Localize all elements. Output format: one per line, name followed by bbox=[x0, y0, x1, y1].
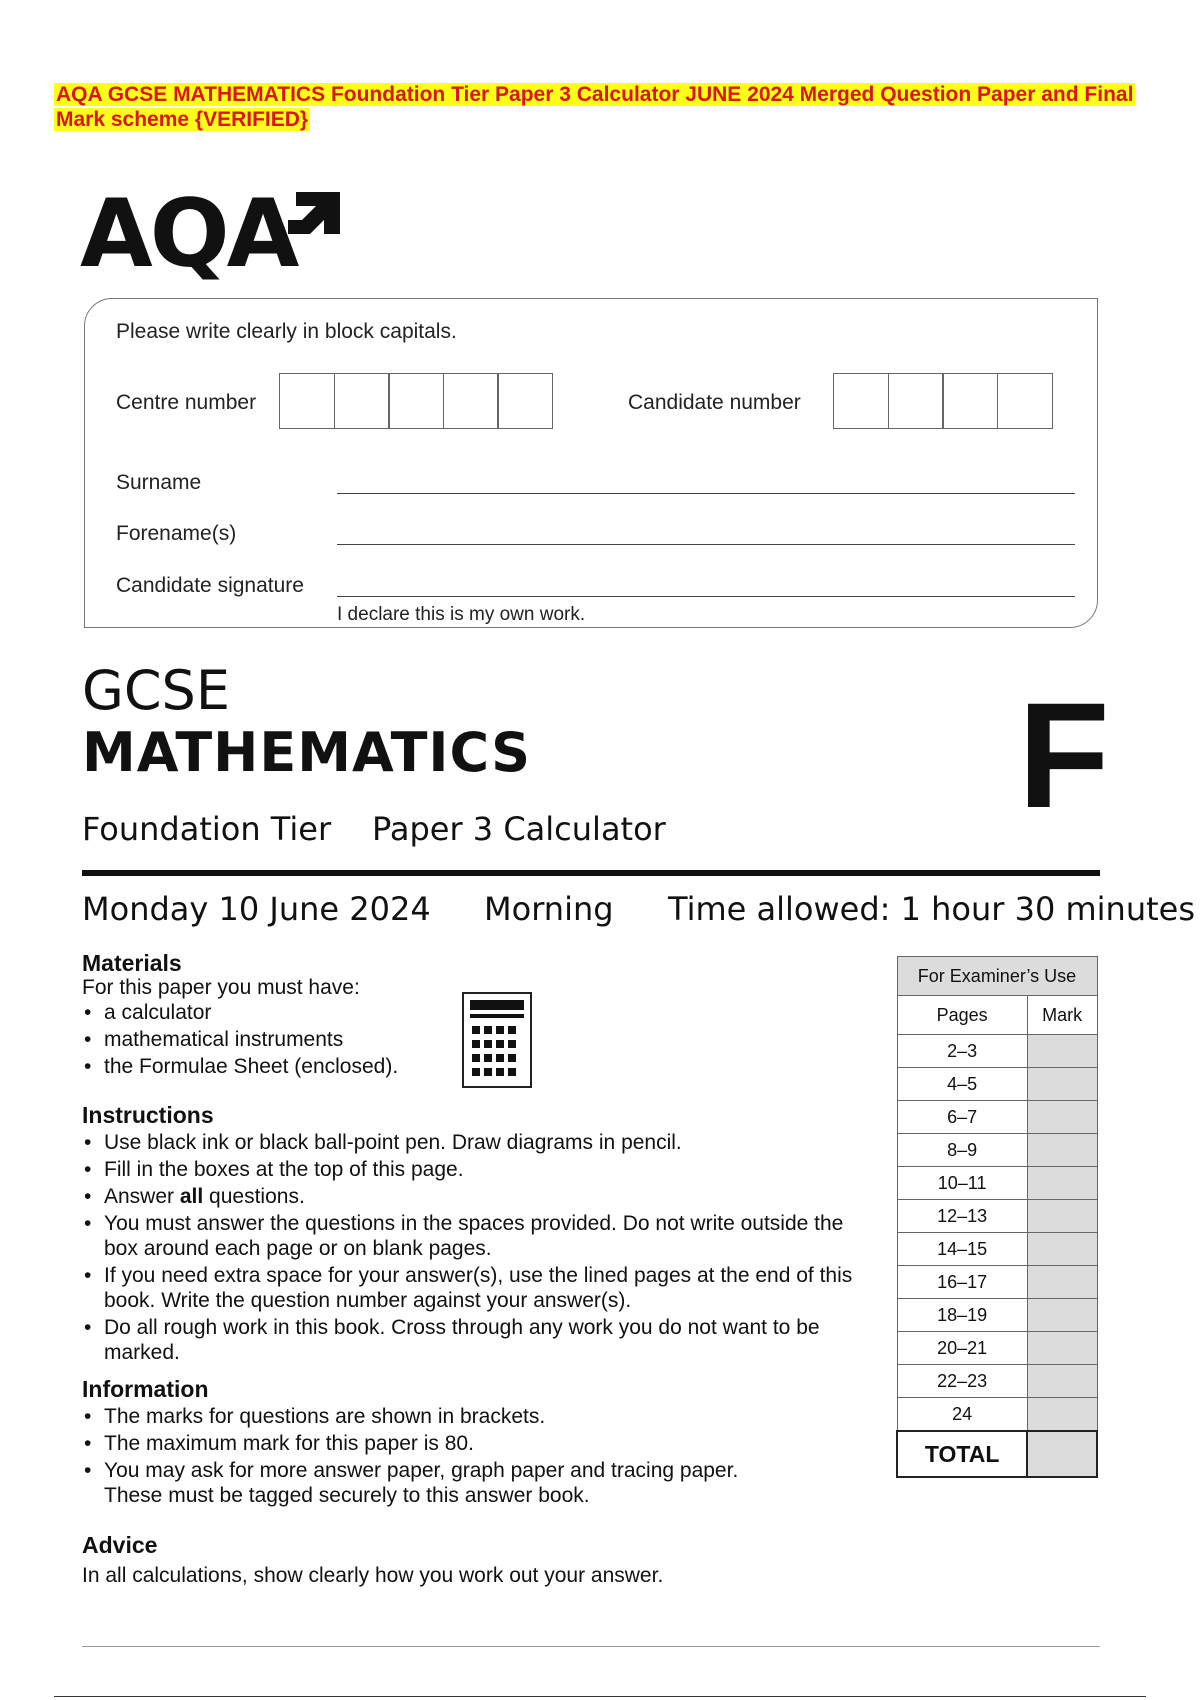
document-title-banner: AQA GCSE MATHEMATICS Foundation Tier Paper 3 Calculator JUNE 2024 Merged Question Paper and Final Mark scheme {VERIFIED} bbox=[56, 83, 1134, 131]
candidate-digit-box[interactable] bbox=[833, 373, 889, 429]
list-item: • Answer all questions. bbox=[82, 1184, 862, 1209]
mark-cell bbox=[1027, 1035, 1097, 1068]
candidate-digit-box[interactable] bbox=[997, 373, 1053, 429]
table-row: 4–5 bbox=[897, 1068, 1097, 1101]
instructions-heading: Instructions bbox=[82, 1102, 214, 1128]
mark-column-header: Mark bbox=[1027, 996, 1097, 1035]
centre-digit-box[interactable] bbox=[497, 373, 553, 429]
time-allowed: Time allowed: 1 hour 30 minutes bbox=[668, 890, 1195, 928]
subject-title: MATHEMATICS bbox=[82, 721, 532, 784]
materials-list bbox=[82, 1000, 502, 1081]
total-row bbox=[897, 1431, 1097, 1477]
list-item: • Fill in the boxes at the top of this page. bbox=[82, 1157, 862, 1182]
table-row: 8–9 bbox=[897, 1134, 1097, 1167]
list-item: • You may ask for more answer paper, graph paper and tracing paper. These must be tagged securely to this answer book. bbox=[82, 1458, 802, 1508]
mark-cell bbox=[1027, 1167, 1097, 1200]
block-capitals-instruction: Please write clearly in block capitals. bbox=[116, 320, 457, 343]
footer-divider bbox=[82, 1646, 1100, 1647]
advice-heading: Advice bbox=[82, 1532, 158, 1558]
list-item: • Do all rough work in this book. Cross through any work you do not want to be marked. bbox=[82, 1315, 862, 1365]
list-item: • the Formulae Sheet (enclosed). bbox=[82, 1054, 502, 1079]
list-item: • mathematical instruments bbox=[82, 1027, 502, 1052]
centre-digit-box[interactable] bbox=[388, 373, 444, 429]
mark-cell bbox=[1027, 1365, 1097, 1398]
paper-label: Paper 3 Calculator bbox=[372, 810, 666, 848]
table-row: 14–15 bbox=[897, 1233, 1097, 1266]
materials-intro: For this paper you must have: bbox=[82, 976, 360, 999]
tier-label: Foundation Tier bbox=[82, 810, 332, 848]
centre-digit-box[interactable] bbox=[443, 373, 499, 429]
mark-cell bbox=[1027, 1266, 1097, 1299]
aqa-logo-mark-icon bbox=[284, 190, 342, 248]
total-label: TOTAL bbox=[897, 1431, 1027, 1477]
centre-digit-box[interactable] bbox=[334, 373, 390, 429]
mark-cell bbox=[1027, 1068, 1097, 1101]
signature-line[interactable] bbox=[337, 596, 1075, 597]
table-row: 22–23 bbox=[897, 1365, 1097, 1398]
mark-cell bbox=[1027, 1200, 1097, 1233]
forename-line[interactable] bbox=[337, 544, 1075, 545]
forename-label: Forename(s) bbox=[116, 522, 237, 545]
page-bottom-rule bbox=[54, 1696, 1146, 1697]
declaration-text: I declare this is my own work. bbox=[337, 604, 586, 625]
centre-number-label: Centre number bbox=[116, 391, 257, 414]
table-row: 2–3 bbox=[897, 1035, 1097, 1068]
qualification-title: GCSE bbox=[82, 659, 230, 722]
mark-cell bbox=[1027, 1101, 1097, 1134]
table-row: 24 bbox=[897, 1398, 1097, 1432]
aqa-logo: AQA bbox=[80, 180, 297, 289]
exam-date: Monday 10 June 2024 bbox=[82, 890, 431, 928]
table-row: 18–19 bbox=[897, 1299, 1097, 1332]
table-row: 20–21 bbox=[897, 1332, 1097, 1365]
instructions-list bbox=[82, 1130, 862, 1367]
mark-cell bbox=[1027, 1233, 1097, 1266]
mark-cell bbox=[1027, 1332, 1097, 1365]
pages-column-header: Pages bbox=[897, 996, 1027, 1035]
mark-cell bbox=[1027, 1398, 1097, 1432]
table-row: 12–13 bbox=[897, 1200, 1097, 1233]
centre-digit-box[interactable] bbox=[279, 373, 335, 429]
signature-label: Candidate signature bbox=[116, 574, 304, 597]
mark-cell bbox=[1027, 1299, 1097, 1332]
table-row: 10–11 bbox=[897, 1167, 1097, 1200]
total-mark-cell bbox=[1027, 1431, 1097, 1477]
mark-cell bbox=[1027, 1134, 1097, 1167]
materials-heading: Materials bbox=[82, 950, 182, 976]
list-item: • The maximum mark for this paper is 80. bbox=[82, 1431, 802, 1456]
tier-letter: F bbox=[1018, 671, 1110, 839]
candidate-digit-box[interactable] bbox=[942, 373, 998, 429]
list-item: • The marks for questions are shown in brackets. bbox=[82, 1404, 802, 1429]
examiners-use-table bbox=[896, 956, 1098, 1478]
surname-label: Surname bbox=[116, 471, 202, 494]
surname-line[interactable] bbox=[337, 493, 1075, 494]
list-item: • If you need extra space for your answer(s), use the lined pages at the end of this book. Write the question number against your answer(s). bbox=[82, 1263, 862, 1313]
table-row: 6–7 bbox=[897, 1101, 1097, 1134]
list-item: • Use black ink or black ball-point pen. Draw diagrams in pencil. bbox=[82, 1130, 862, 1155]
exam-session: Morning bbox=[484, 890, 614, 928]
information-list bbox=[82, 1404, 802, 1510]
table-row: 16–17 bbox=[897, 1266, 1097, 1299]
centre-number-boxes[interactable] bbox=[279, 373, 552, 429]
advice-text: In all calculations, show clearly how you work out your answer. bbox=[82, 1564, 664, 1587]
information-heading: Information bbox=[82, 1376, 209, 1402]
candidate-number-boxes[interactable] bbox=[833, 373, 1051, 429]
candidate-digit-box[interactable] bbox=[888, 373, 944, 429]
examiners-use-heading: For Examiner’s Use bbox=[897, 957, 1097, 996]
title-divider bbox=[82, 870, 1100, 876]
list-item: • a calculator bbox=[82, 1000, 502, 1025]
calculator-icon bbox=[462, 992, 532, 1088]
candidate-number-label: Candidate number bbox=[628, 391, 801, 414]
list-item: • You must answer the questions in the spaces provided. Do not write outside the box around each page or on blank pages. bbox=[82, 1211, 862, 1261]
